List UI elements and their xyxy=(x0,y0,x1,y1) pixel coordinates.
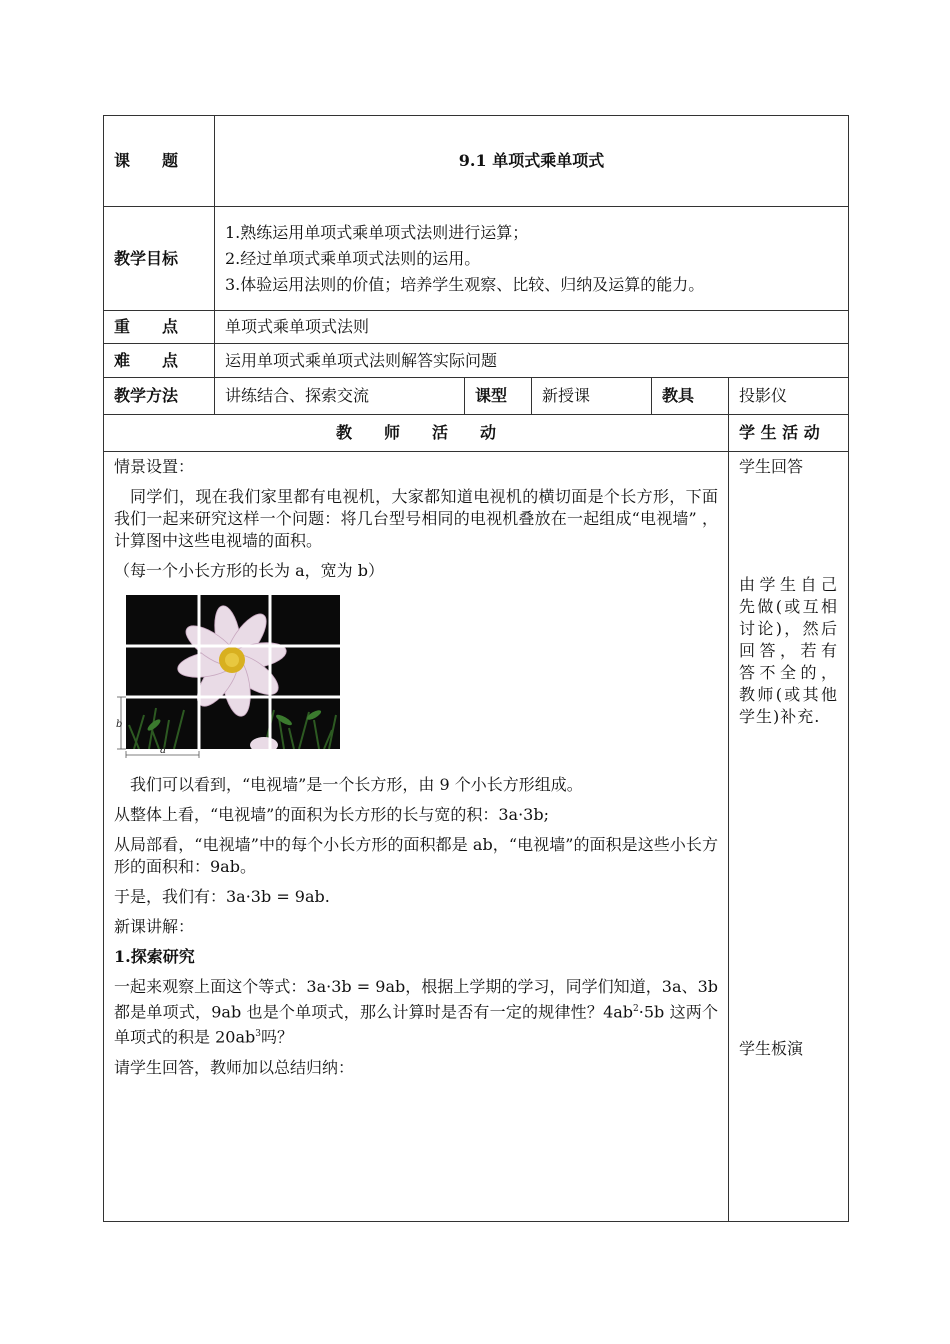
student-activity-header: 学 生 活 动 xyxy=(729,415,849,452)
length-label-a: a xyxy=(160,745,166,756)
method-label: 教学方法 xyxy=(104,378,215,415)
intro-paragraph: 同学们，现在我们家里都有电视机，大家都知道电视机的横切面是个长方形，下面我们一起来研究这样一个问题：将几台型号相同的电视机叠放在一起组成“电视墙” ，计算图中这些电视墙的面积。 xyxy=(114,487,718,550)
explore-heading: 1.探索研究 xyxy=(114,947,195,966)
activity-header-row xyxy=(104,415,849,452)
teacher-activity-header: 教 师 活 动 xyxy=(104,415,729,452)
topic-label: 课 题 xyxy=(104,116,215,207)
student-discuss: 由学生自己先做(或互相讨论)，然后回答，若有答不全的，教师(或其他学生)补充. xyxy=(739,575,839,726)
scene-setup-heading: 情景设置： xyxy=(114,457,195,476)
summary-paragraph: 请学生回答，教师加以总结归纳： xyxy=(114,1057,355,1077)
goals-row xyxy=(104,207,849,311)
tool-label: 教具 xyxy=(652,378,729,415)
goal-item-3: 3.体验运用法则的价值；培养学生观察、比较、归纳及运算的能力。 xyxy=(225,274,705,294)
type-label: 课型 xyxy=(465,378,532,415)
tool-value: 投影仪 xyxy=(729,378,849,415)
student-answer: 学生回答 xyxy=(739,457,804,476)
key-value: 单项式乘单项式法则 xyxy=(215,311,849,344)
type-value: 新授课 xyxy=(532,378,652,415)
exponent-2: 2 xyxy=(633,1004,639,1014)
question-paragraph xyxy=(114,976,718,1049)
goals-cell xyxy=(215,207,849,311)
teacher-activity-cell xyxy=(104,452,729,1222)
exponent-3: 3 xyxy=(255,1029,261,1040)
question-text-b: ·5b 这两个单项式的积是 20ab xyxy=(114,1002,718,1047)
local-view-paragraph: 从局部看，“电视墙”中的每个小长方形的面积都是 ab，“电视墙”的面积是这些小长方形的面积和：9ab。 xyxy=(114,835,718,876)
difficulty-value: 运用单项式乘单项式法则解答实际问题 xyxy=(215,344,849,378)
difficulty-row xyxy=(104,344,849,378)
goals-label: 教学目标 xyxy=(104,207,215,311)
key-label: 重 点 xyxy=(104,311,215,344)
observation-paragraph: 我们可以看到，“电视墙”是一个长方形，由 9 个小长方形组成。 xyxy=(130,775,583,794)
key-row xyxy=(104,311,849,344)
equation-paragraph: 于是，我们有：3a·3b = 9ab. xyxy=(114,887,330,906)
activity-row xyxy=(104,452,849,1222)
difficulty-label: 难 点 xyxy=(104,344,215,378)
new-lesson-heading: 新课讲解： xyxy=(114,917,195,936)
student-activity-cell xyxy=(729,452,849,1222)
tv-wall-flower-image xyxy=(114,590,344,760)
lesson-title: 9.1 单项式乘单项式 xyxy=(215,116,849,207)
method-row xyxy=(104,378,849,415)
width-label-b: b xyxy=(116,719,123,730)
student-board: 学生板演 xyxy=(739,1039,804,1058)
whole-view-paragraph: 从整体上看，“电视墙”的面积为长方形的长与宽的积：3a·3b; xyxy=(114,805,549,824)
lesson-plan-table xyxy=(103,115,849,1222)
dimension-note: （每一个小长方形的长为 a，宽为 b） xyxy=(114,561,384,580)
topic-row xyxy=(104,116,849,207)
method-value: 讲练结合、探索交流 xyxy=(215,378,465,415)
goal-item-1: 1.熟练运用单项式乘单项式法则进行运算； xyxy=(225,222,529,242)
goal-item-2: 2.经过单项式乘单项式法则的运用。 xyxy=(225,248,481,268)
question-text-c: 吗？ xyxy=(260,1027,293,1047)
question-text-a: 一起来观察上面这个等式：3a·3b = 9ab，根据上学期的学习，同学们知道，3a、3b 都是单项式，9ab 也是个单项式，那么计算时是否有一定的规律性？4ab xyxy=(114,977,718,1022)
